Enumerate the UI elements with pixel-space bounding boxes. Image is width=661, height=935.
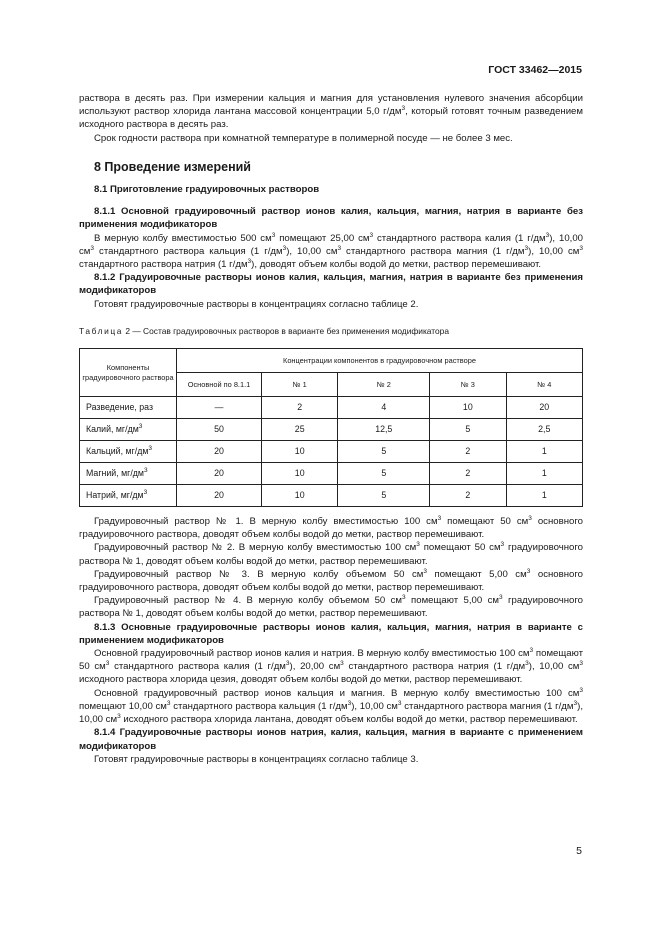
table-cell: 2,5 xyxy=(506,419,582,441)
section-8-1-3-heading: 8.1.3 Основные градуировочные растворы ионов калия, кальция, магния, натрия в варианте с применением модификаторов xyxy=(79,621,583,646)
page-number: 5 xyxy=(576,845,582,857)
table-cell: 10 xyxy=(262,441,338,463)
table-cell: 10 xyxy=(262,485,338,507)
row-label: Магний, $мг/дм^3$ xyxy=(80,463,177,485)
table-header-group: Концентрации компонентов в градуировочном растворе xyxy=(177,349,583,373)
table-cell: 20 xyxy=(177,463,262,485)
row-label: Кальций, $мг/дм^3$ xyxy=(80,441,177,463)
table-cell: 1 xyxy=(506,463,582,485)
table-cell: 12,5 xyxy=(338,419,430,441)
section-8-1-2-heading: 8.1.2 Градуировочные растворы ионов калия, кальция, магния, натрия в варианте без применения модификаторов xyxy=(79,272,583,297)
table-2-caption: Таблица 2 — Состав градуировочных растворов в варианте без применения модификатора xyxy=(79,325,449,336)
table-cell: 2 xyxy=(430,485,506,507)
table-cell: 4 xyxy=(338,397,430,419)
section-8-1-heading: 8.1 Приготовление градуировочных растворов xyxy=(94,184,320,196)
section-8-1-1-text: В мерную колбу вместимостью 500 $см^3$ помещают 25,00 $см^3$ стандартного раствора калия (1 $г/дм^3$), 10,00 $см^3$ стандартного раствора кальция (1 $г/дм^3$), 10,00 $см^3$ стандартного раствора магния (1 $г/дм^3$), 10,00 $см^3$ стандартного раствора натрия (1 $г/дм^3$), доводят объем колбы водой до метки, раствор перемешивают. xyxy=(79,231,583,271)
solution-3-text: Градуировочный раствор № 3. В мерную колбу объемом 50 $см^3$ помещают 5,00 $см^3$ основного градуировочного раствора, доводят объем колбы водой до метки, раствор перемешивают. xyxy=(79,567,583,594)
solution-4-text: Градуировочный раствор № 4. В мерную колбу объемом 50 $см^3$ помещают 5,00 $см^3$ градуировочного раствора № 1, доводят объем колбы водой до метки, раствор перемешивают. xyxy=(79,594,583,620)
row-label: Натрий, $мг/дм^3$ xyxy=(80,485,177,507)
row-label: Разведение, раз xyxy=(80,397,177,419)
table-row xyxy=(80,441,583,463)
table-row xyxy=(80,397,583,419)
table-cell: — xyxy=(177,397,262,419)
table-subheader: № 3 xyxy=(430,373,506,397)
solution-2-text: Градуировочный раствор № 2. В мерную колбу вместимостью 100 $см^3$ помещают 50 $см^3$ градуировочного раствора № 1, доводят объем колбы водой до метки, раствор перемешивают. xyxy=(79,541,583,567)
table-cell: 5 xyxy=(338,441,430,463)
table-cell: 2 xyxy=(262,397,338,419)
table-cell: 25 xyxy=(262,419,338,441)
row-label: Калий, $мг/дм^3$ xyxy=(80,419,177,441)
table-row xyxy=(80,419,583,441)
table-cell: 5 xyxy=(338,485,430,507)
table-row xyxy=(80,463,583,485)
standard-number: ГОСТ 33462—2015 xyxy=(488,64,582,76)
table-header-components: Компоненты градуировочного раствора xyxy=(80,349,177,397)
section-8-1-4-text: Готовят градуировочные растворы в концентрациях согласно таблице 3. xyxy=(94,753,419,765)
intro-paragraph: раствора в десять раз. При измерении кальция и магния для установления нулевого значения абсорбции используют раствор хлорида лантана массовой концентрации 5,0 $г/дм^3$, который готовят точным разведением исходного раствора в десять раз. xyxy=(79,93,583,131)
section-8-heading: 8 Проведение измерений xyxy=(94,159,251,174)
solution-1-text: Градуировочный раствор № 1. В мерную колбу вместимостью 100 $см^3$ помещают 50 $см^3$ основного градуировочного раствора, доводят объем колбы водой до метки, раствор перемешивают. xyxy=(79,515,583,541)
table-2 xyxy=(79,348,583,507)
section-8-1-4-heading: 8.1.4 Градуировочные растворы ионов натрия, калия, кальция, магния в варианте с применением модификаторов xyxy=(79,727,583,752)
table-cell: 2 xyxy=(430,463,506,485)
table-row xyxy=(80,485,583,507)
table-subheader: № 4 xyxy=(506,373,582,397)
table-subheader: Основной по 8.1.1 xyxy=(177,373,262,397)
table-subheader: № 1 xyxy=(262,373,338,397)
section-8-1-2-text: Готовят градуировочные растворы в концентрациях согласно таблице 2. xyxy=(94,298,419,310)
table-subheader: № 2 xyxy=(338,373,430,397)
page-content xyxy=(79,92,583,766)
table-cell: 5 xyxy=(338,463,430,485)
section-8-1-1-heading: 8.1.1 Основной градуировочный раствор ионов калия, кальция, магния, натрия в варианте без применения модификаторов xyxy=(79,206,583,231)
table-cell: 5 xyxy=(430,419,506,441)
ca-mg-solution-text: Основной градуировочный раствор ионов кальция и магния. В мерную колбу вместимостью 100 $см^3$ помещают 10,00 $см^3$ стандартного раствора кальция (1 $г/дм^3$), 10,00 $см^3$ стандартного раствора магния (1 $г/дм^3$), 10,00 $см^3$ исходного раствора хлорида лантана, доводят объем колбы водой до метки, раствор перемешивают. xyxy=(79,686,584,726)
table-cell: 1 xyxy=(506,441,582,463)
table-cell: 2 xyxy=(430,441,506,463)
table-cell: 1 xyxy=(506,485,582,507)
table-cell: 10 xyxy=(430,397,506,419)
table-cell: 50 xyxy=(177,419,262,441)
shelf-life-paragraph: Срок годности раствора при комнатной температуре в полимерной посуде — не более 3 мес. xyxy=(94,132,513,144)
table-cell: 20 xyxy=(177,485,262,507)
table-cell: 20 xyxy=(506,397,582,419)
table-cell: 20 xyxy=(177,441,262,463)
table-cell: 10 xyxy=(262,463,338,485)
k-na-solution-text: Основной градуировочный раствор ионов калия и натрия. В мерную колбу вместимостью 100 $см^3$ помещают 50 $см^3$ стандартного раствора калия (1 $г/дм^3$), 20,00 $см^3$ стандартного раствора натрия (1 $г/дм^3$), 10,00 $см^3$ исходного раствора хлорида цезия, доводят объем колбы водой до метки, раствор перемешивают. xyxy=(79,647,584,686)
